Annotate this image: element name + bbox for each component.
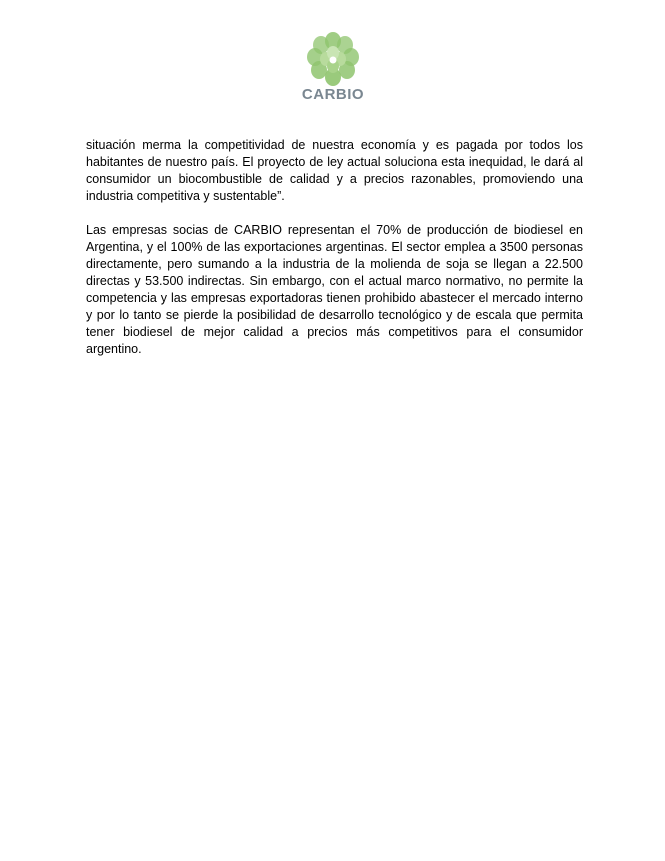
- carbio-logo: [296, 32, 370, 106]
- logo-text: CARBIO: [301, 86, 365, 103]
- paragraph: situación merma la competitividad de nuestra economía y es pagada por todos los habitantes de nuestro país. El proyecto de ley actual soluciona esta inequidad, le dará al consumidor un biocombustible de calidad y a precios razonables, promoviendo una industria competitiva y sustentable”.: [86, 138, 583, 203]
- paragraph: Las empresas socias de CARBIO representan el 70% de producción de biodiesel en Argentina, y el 100% de las exportaciones argentinas. El sector emplea a 3500 personas directamente, pero sumando a la industria de la molienda de soja se llegan a 22.500 directas y 53.500 indirectas. Sin embargo, con el actual marco normativo, no permite la competencia y las empresas exportadoras tienen prohibido abastecer el mercado interno y por lo tanto se pierde la posibilidad de desarrollo tecnológico y de escala que permita tener biodiesel de mejor calidad a precios más competitivos para el consumidor argentino.: [86, 223, 583, 356]
- carbio-flower-icon: [302, 32, 364, 90]
- document-body: [86, 137, 583, 375]
